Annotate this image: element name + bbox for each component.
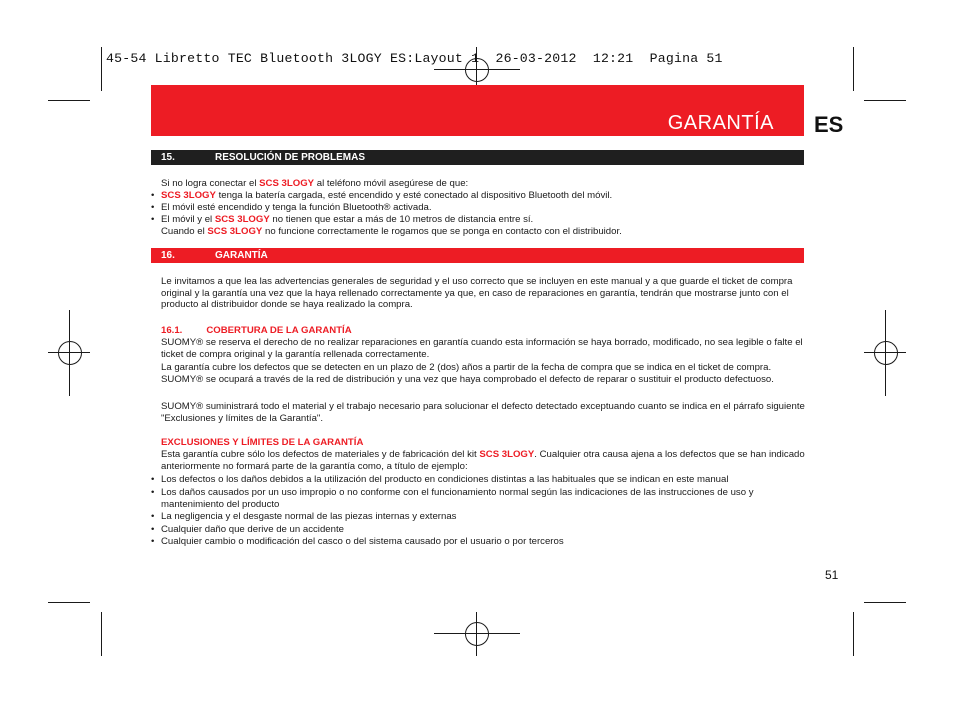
text: no tienen que estar a más de 10 metros de distancia entre sí.	[269, 214, 534, 225]
crop-mark	[101, 47, 102, 91]
product-name: SCS 3LOGY	[207, 226, 263, 237]
crop-mark	[864, 602, 906, 603]
print-slug: 45-54 Libretto TEC Bluetooth 3LOGY ES:Layout 1 26-03-2012 12:21 Pagina 51	[106, 51, 723, 66]
s15-bullet-2: El móvil esté encendido y tenga la función Bluetooth® activada.	[161, 202, 432, 213]
bullet-icon: •	[151, 202, 155, 213]
section-15-bar	[151, 150, 804, 165]
registration-line	[885, 310, 886, 396]
registration-mark-icon	[58, 341, 82, 365]
s16-intro: Le invitamos a que lea las advertencias generales de seguridad y el uso correcto que se incluyen en este manual y a que guarde el ticket de compra original y la garantía una vez que la haya rellenado correctamente ya que, en caso de reparaciones en garantía, tendrán que mostrarse junto con el producto al distribuidor donde se haya realizado la compra.	[161, 276, 793, 311]
crop-mark	[48, 100, 90, 101]
s16-p1: SUOMY® se reserva el derecho de no realizar reparaciones en garantía cuando esta información se haya borrado, modificado, no sea legible o falte el ticket de compra original y la garantía rellenada correctamente.	[161, 337, 803, 360]
bullet-icon: •	[151, 487, 155, 498]
product-name: SCS 3LOGY	[479, 449, 535, 460]
bullet-icon: •	[151, 190, 155, 201]
registration-mark-icon	[465, 622, 489, 646]
crop-mark	[101, 612, 102, 656]
s15-bullet-1	[161, 190, 612, 202]
header-banner	[151, 85, 804, 136]
subsection-title: EXCLUSIONES Y LÍMITES DE LA GARANTÍA	[161, 437, 364, 448]
crop-mark	[853, 612, 854, 656]
section-title: RESOLUCIÓN DE PROBLEMAS	[215, 152, 366, 163]
bullet-icon: •	[151, 214, 155, 225]
crop-mark	[48, 602, 90, 603]
subsection-title: 16.1. COBERTURA DE LA GARANTÍA	[161, 325, 352, 336]
text: tenga la batería cargada, esté encendido y esté conectado al dispositivo Bluetooth del móvil.	[215, 190, 613, 201]
text: Cuando el	[161, 226, 208, 237]
text: Esta garantía cubre sólo los defectos de materiales y de fabricación del kit	[161, 449, 480, 460]
page-number: 51	[825, 568, 839, 582]
s15-intro	[161, 178, 468, 190]
language-label: ES	[814, 112, 844, 137]
text: El móvil y el	[161, 214, 215, 225]
s16-p5	[161, 449, 805, 472]
section-16-bar	[151, 248, 804, 263]
section-number: 15.	[161, 152, 175, 163]
list-item: La negligencia y el desgaste normal de las piezas internas y externas	[161, 511, 457, 522]
product-name: SCS 3LOGY	[161, 190, 216, 201]
crop-mark	[864, 100, 906, 101]
s15-bullet-3	[161, 214, 533, 226]
s16-p2: La garantía cubre los defectos que se detecten en un plazo de 2 (dos) años a partir de la fecha de compra que se indica en el ticket de compra.	[161, 362, 772, 373]
registration-line	[434, 633, 520, 634]
section-title: GARANTÍA	[215, 250, 268, 261]
text: Si no logra conectar el	[161, 178, 260, 189]
product-name: SCS 3LOGY	[259, 178, 315, 189]
text: al teléfono móvil asegúrese de que:	[314, 178, 469, 189]
list-item: Cualquier daño que derive de un accidente	[161, 524, 344, 535]
bullet-icon: •	[151, 511, 155, 522]
list-item: Cualquier cambio o modificación del casco o del sistema causado por el usuario o por terceros	[161, 536, 564, 547]
bullet-icon: •	[151, 524, 155, 535]
crop-mark	[853, 47, 854, 91]
section-number: 16.	[161, 250, 175, 261]
registration-line	[69, 310, 70, 396]
text: no funcione correctamente le rogamos que se ponga en contacto con el distribuidor.	[262, 226, 622, 237]
registration-mark-icon	[874, 341, 898, 365]
registration-line	[476, 612, 477, 656]
list-item: Los daños causados por un uso impropio o no conforme con el funcionamiento normal según las indicaciones de las instrucciones de uso y mantenimiento del producto	[161, 487, 754, 510]
bullet-icon: •	[151, 474, 155, 485]
s16-p3: SUOMY® se ocupará a través de la red de distribución y una vez que haya comprobado el defecto de reparar o sustituir el producto defectuoso.	[161, 374, 774, 385]
text: . Cualquier otra causa ajena a los defectos que se han indicado anteriormente no formará parte de la garantía como, a título de ejemplo:	[161, 449, 805, 472]
list-item: Los defectos o los daños debidos a la utilización del producto en condiciones distintas a las habituales que se indican en este manual	[161, 474, 729, 485]
page-title: GARANTÍA	[667, 112, 774, 134]
product-name: SCS 3LOGY	[214, 214, 270, 225]
s16-p4: SUOMY® suministrará todo el material y el trabajo necesario para solucionar el defecto detectado exceptuando cuanto se indica en el párrafo siguiente "Exclusiones y límites de la Garantía".	[161, 401, 805, 424]
s15-outro	[161, 226, 622, 238]
bullet-icon: •	[151, 536, 155, 547]
registration-line	[434, 69, 520, 70]
